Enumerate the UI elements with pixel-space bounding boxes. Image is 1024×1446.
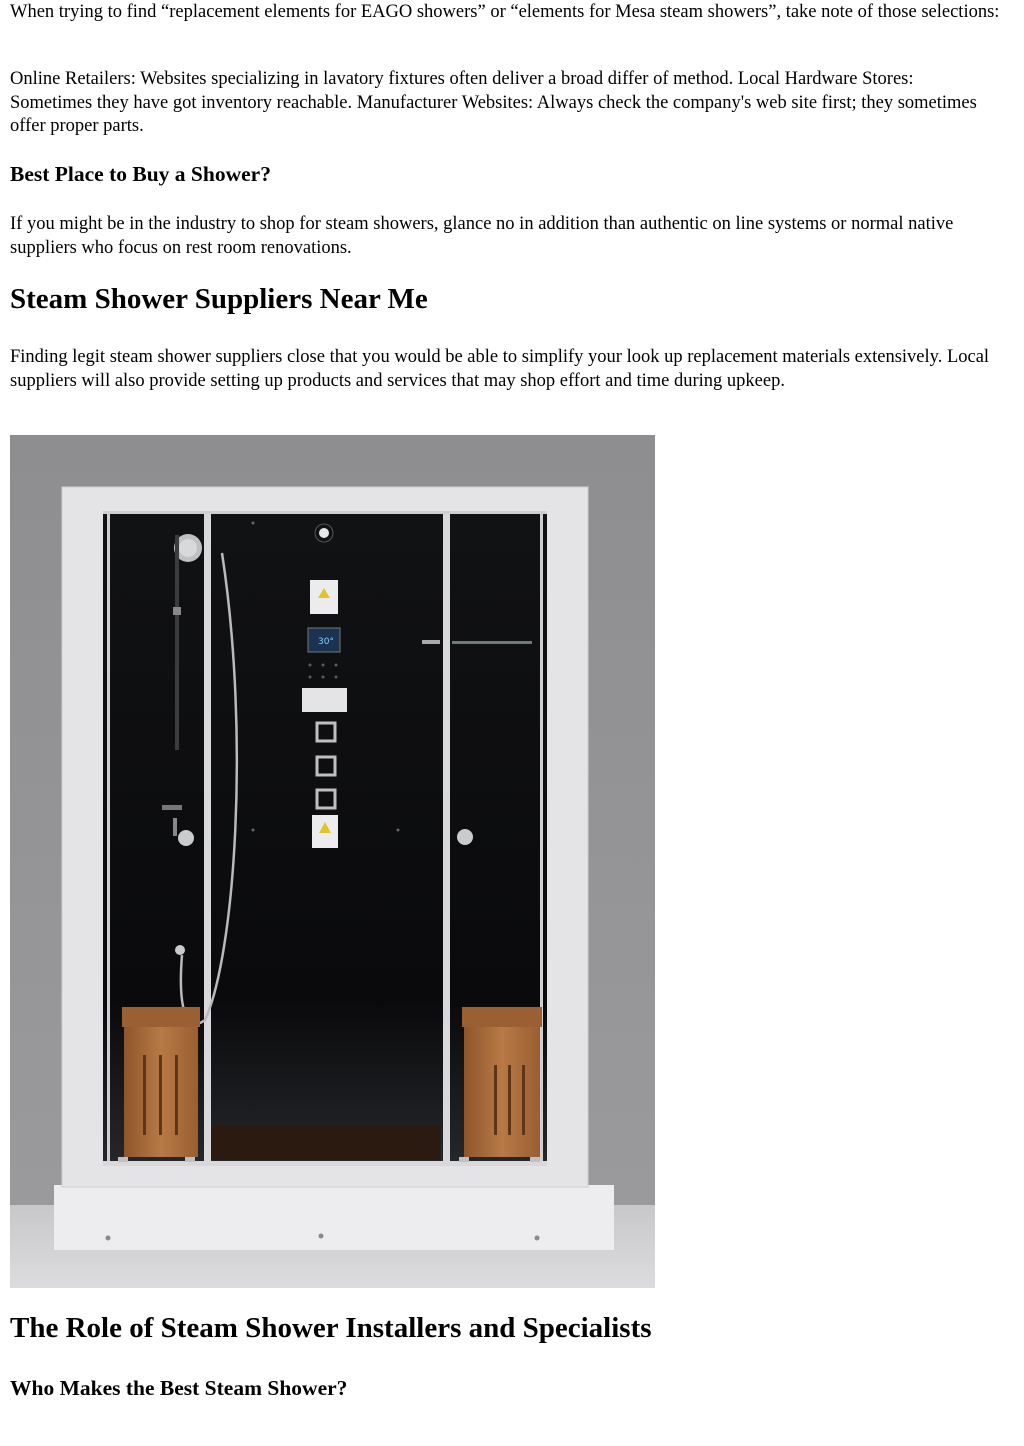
intro-paragraph: When trying to find “replacement elements for EAGO showers” or “elements for Mesa steam showers”, take note of those selections: (10, 2, 1000, 22)
panel-temperature: 30° (318, 637, 334, 647)
best-place-heading: Best Place to Buy a Shower? (10, 162, 271, 186)
suppliers-paragraph: Finding legit steam shower suppliers close that you would be able to simplify your look up replacement materials extensively. Local suppliers will also provide setting up products and services that may shop effort and time during upkeep. (10, 347, 990, 391)
suppliers-heading: Steam Shower Suppliers Near Me (10, 283, 428, 315)
sources-paragraph: Online Retailers: Websites specializing in lavatory fixtures often deliver a broad differ of method. Local Hardware Stores: Sometimes they have got inventory reachable. Manufacturer Websites: Always check the company's web site first; they sometimes offer proper parts. (10, 69, 977, 136)
steam-shower-photo (10, 435, 655, 1288)
installers-heading: The Role of Steam Shower Installers and Specialists (10, 1312, 652, 1344)
best-place-paragraph: If you might be in the industry to shop for steam showers, glance no in addition than authentic on line systems or normal native suppliers who focus on rest room renovations. (10, 214, 954, 258)
who-makes-heading: Who Makes the Best Steam Shower? (10, 1376, 348, 1400)
